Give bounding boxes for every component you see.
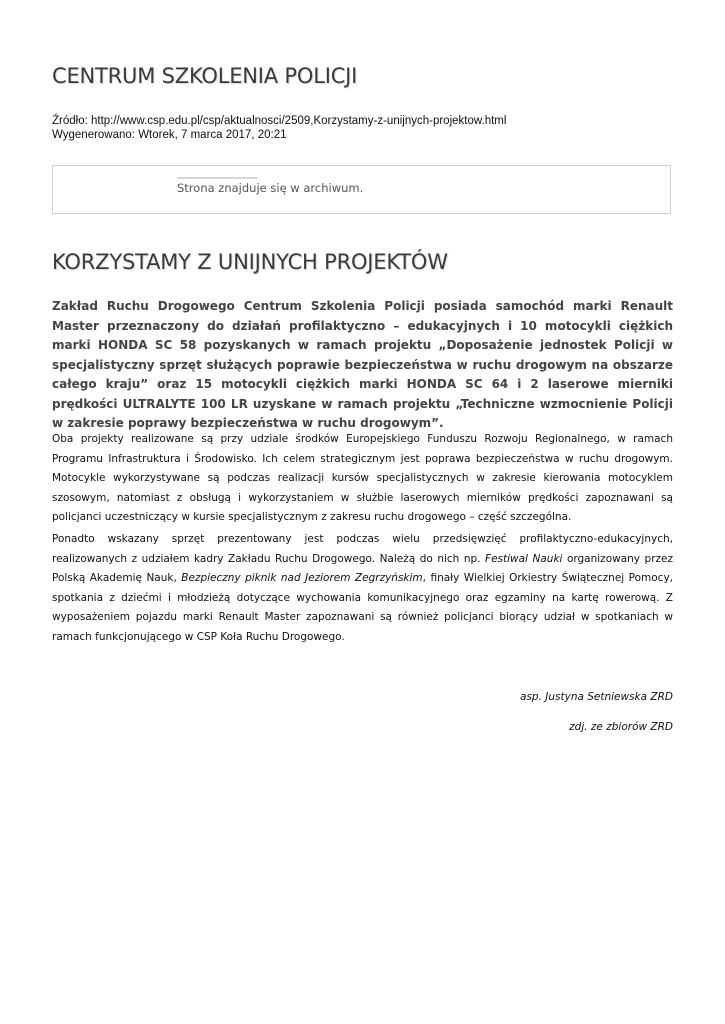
- archive-divider: [177, 177, 257, 179]
- article-lead: Zakład Ruchu Drogowego Centrum Szkolenia Policji posiada samochód marki Renault Master przeznaczony do działań profilaktyczno – edukacyjnych i 10 motocykli ciężkich marki HONDA SC 58 pozyskanych w ramach projektu „Doposażenie jednostek Policji w specjalistyczny sprzęt służących poprawie bezpieczeństwa w ruchu drogowym na obszarze całego kraju” oraz 15 motocykli ciężkich marki HONDA SC 64 i 2 laserowe mierniki prędkości ULTRALYTE 100 LR uzyskane w ramach projektu „Techniczne wzmocnienie Policji w zakresie poprawy bezpieczeństwa w ruchu drogowym”.: [52, 299, 673, 430]
- festiwal-nauki-emphasis: Festiwal Nauki: [485, 552, 563, 565]
- article-title: KORZYSTAMY Z UNIJNYCH PROJEKTÓW: [52, 250, 448, 274]
- piknik-emphasis: Bezpieczny piknik nad Jeziorem Zegrzyńskim: [181, 572, 423, 584]
- document-meta: [52, 114, 506, 142]
- article-paragraph-1: Oba projekty realizowane są przy udziale środków Europejskiego Funduszu Rozwoju Regionalnego, w ramach Programu Infrastruktura i Środowisko. Ich celem strategicznym jest poprawa bezpieczeństwa w ruchu drogowym. Motocykle wykorzystywane są podczas realizacji kursów specjalistycznych w zakresie kierowania motocyklem szosowym, natomiast z obsługą i wykorzystaniem w służbie laserowych mierników prędkości zapoznawani są policjanci uczestniczący w kursie specjalistycznym z zakresu ruchu drogowego – część szczególna.: [52, 433, 673, 523]
- paragraph-2-text-1: Ponadto wskazany sprzęt prezentowany jest podczas wielu przedsięwzięć profilaktyczno-edukacyjnych, realizowanych z udziałem kadry Zakładu Ruchu Drogowego. Należą do nich np.: [52, 533, 673, 565]
- archive-notice-text: Strona znajduje się w archiwum.: [177, 181, 364, 195]
- generated-line: Wygenerowano: Wtorek, 7 marca 2017, 20:21: [52, 129, 287, 141]
- site-title: CENTRUM SZKOLENIA POLICJI: [52, 64, 358, 88]
- photo-credit: zdj. ze zbiorów ZRD: [569, 721, 673, 733]
- article-paragraph-2: [52, 530, 673, 647]
- archive-notice-box: [52, 165, 671, 214]
- article-author: asp. Justyna Setniewska ZRD: [520, 691, 673, 703]
- paragraph-2-text-2: organizowany przez Polską Akademię Nauk,: [52, 552, 673, 584]
- paragraph-2-text-3: , finały Wielkiej Orkiestry Świątecznej Pomocy, spotkania z dziećmi i młodzieżą dotyczące wychowania komunikacyjnego oraz egzaminy na kartę rowerową. Z wyposażeniem pojazdu marki Renault Master zapoznawani są również policjanci biorący udział w spotkaniach w ramach funkcjonującego w CSP Koła Ruchu Drogowego.: [52, 572, 674, 643]
- source-line: Źródło: http://www.csp.edu.pl/csp/aktualnosci/2509,Korzystamy-z-unijnych-projektow.html: [52, 115, 507, 127]
